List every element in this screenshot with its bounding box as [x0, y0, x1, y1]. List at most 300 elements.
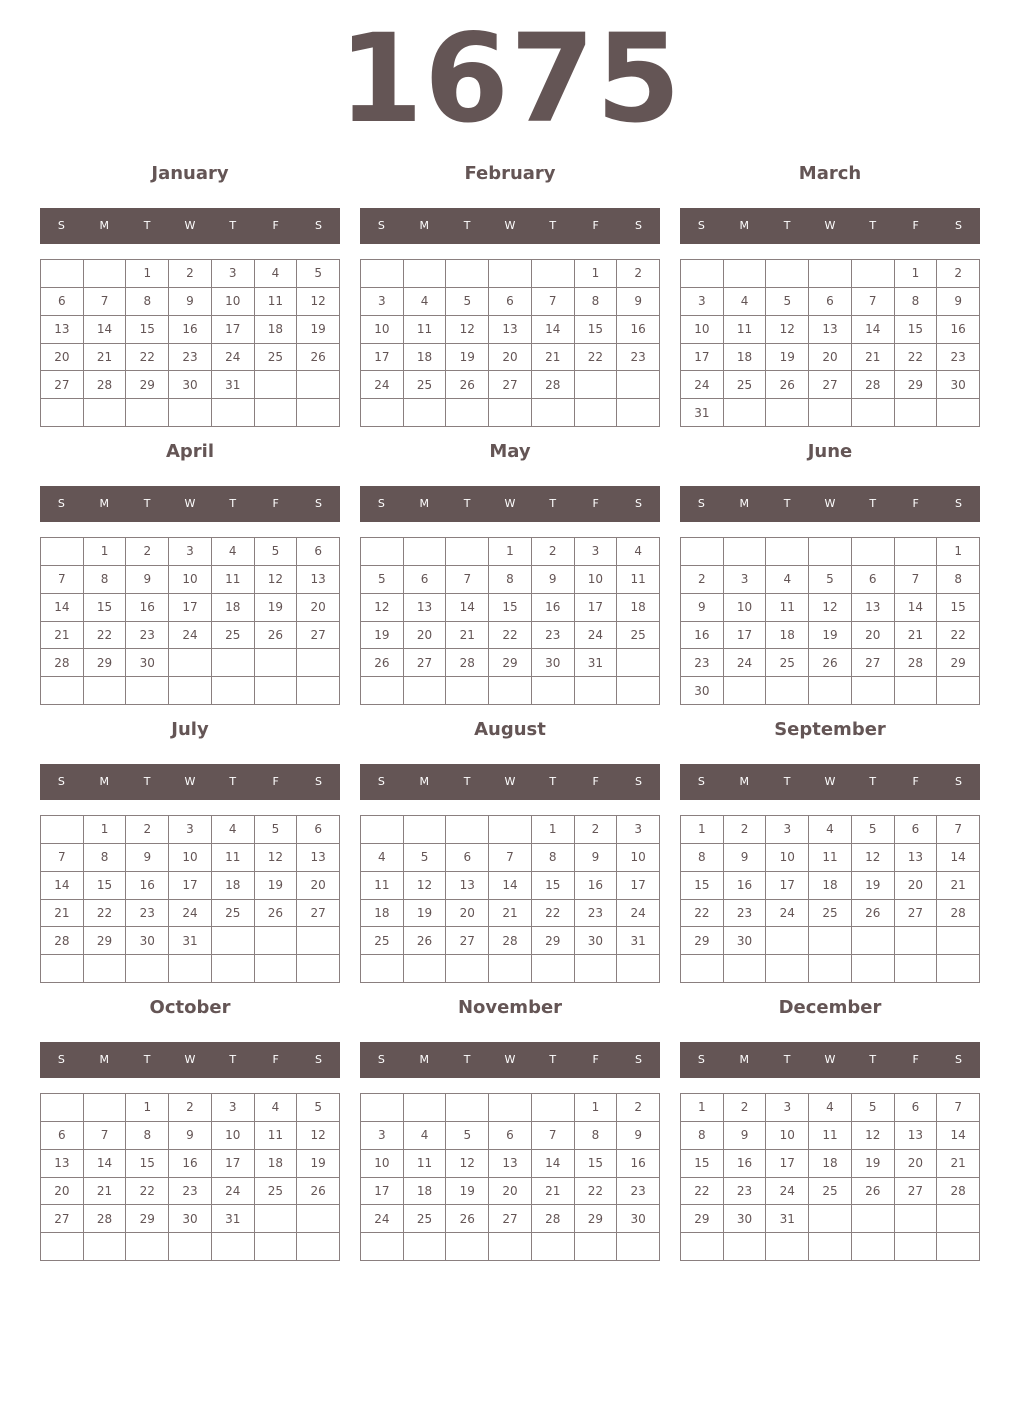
day-cell: 4: [255, 1094, 298, 1122]
empty-cell: [852, 260, 895, 288]
empty-cell: [255, 677, 298, 705]
day-cell: 27: [895, 900, 938, 928]
empty-cell: [575, 399, 618, 427]
empty-cell: [361, 955, 404, 983]
weekday-label: S: [954, 497, 962, 510]
day-cell: 6: [895, 816, 938, 844]
weekday-header: [360, 764, 660, 800]
day-cell: 6: [41, 1122, 84, 1150]
empty-cell: [766, 927, 809, 955]
day-cell: 13: [895, 1122, 938, 1150]
day-cell: 18: [724, 344, 767, 372]
day-cell: 27: [852, 649, 895, 677]
day-cell: 18: [212, 594, 255, 622]
empty-cell: [255, 1205, 298, 1233]
day-cell: 8: [895, 288, 938, 316]
weekday-label: T: [549, 1053, 557, 1066]
day-cell: 20: [852, 622, 895, 650]
day-cell: 29: [681, 927, 724, 955]
empty-cell: [489, 1094, 532, 1122]
empty-cell: [41, 260, 84, 288]
day-cell: 12: [255, 844, 298, 872]
day-cell: 1: [126, 260, 169, 288]
day-cell: 12: [361, 594, 404, 622]
empty-cell: [297, 677, 340, 705]
day-cell: 2: [126, 816, 169, 844]
day-cell: 15: [489, 594, 532, 622]
empty-cell: [446, 1094, 489, 1122]
weekday-label: T: [869, 1053, 877, 1066]
day-cell: 10: [212, 1122, 255, 1150]
day-cell: 25: [404, 1205, 447, 1233]
empty-cell: [212, 399, 255, 427]
empty-cell: [617, 649, 660, 677]
day-cell: 4: [809, 816, 852, 844]
day-cell: 10: [575, 566, 618, 594]
day-cell: 9: [617, 1122, 660, 1150]
day-cell: 16: [617, 1150, 660, 1178]
empty-cell: [489, 260, 532, 288]
empty-cell: [852, 677, 895, 705]
weekday-label: S: [697, 775, 705, 788]
empty-cell: [617, 399, 660, 427]
day-cell: 31: [169, 927, 212, 955]
weekday-label: S: [57, 219, 65, 232]
day-cell: 20: [446, 900, 489, 928]
weekday-label: S: [954, 775, 962, 788]
weekday-label: W: [824, 219, 836, 232]
day-cell: 21: [84, 344, 127, 372]
weekday-label: F: [592, 219, 599, 232]
empty-cell: [852, 538, 895, 566]
month-name: June: [807, 441, 853, 462]
empty-cell: [766, 677, 809, 705]
day-cell: 23: [617, 1178, 660, 1206]
day-cell: 16: [617, 316, 660, 344]
day-cell: 2: [681, 566, 724, 594]
day-cell: 24: [361, 371, 404, 399]
day-cell: 22: [532, 900, 575, 928]
day-cell: 27: [41, 1205, 84, 1233]
weekday-label: S: [634, 1053, 642, 1066]
day-cell: 13: [41, 316, 84, 344]
day-cell: 3: [617, 816, 660, 844]
empty-cell: [681, 1233, 724, 1261]
day-cell: 29: [937, 649, 980, 677]
day-cell: 24: [617, 900, 660, 928]
day-cell: 2: [169, 1094, 212, 1122]
day-cell: 15: [126, 316, 169, 344]
weekday-label: T: [463, 1053, 471, 1066]
empty-cell: [404, 1233, 447, 1261]
day-cell: 26: [255, 622, 298, 650]
empty-cell: [575, 955, 618, 983]
day-cell: 11: [809, 844, 852, 872]
weekday-label: W: [824, 1053, 836, 1066]
empty-cell: [766, 955, 809, 983]
day-cell: 30: [724, 1205, 767, 1233]
day-cell: 20: [297, 594, 340, 622]
empty-cell: [766, 538, 809, 566]
empty-cell: [41, 1094, 84, 1122]
day-cell: 9: [724, 1122, 767, 1150]
day-cell: 15: [84, 872, 127, 900]
empty-cell: [532, 1233, 575, 1261]
empty-cell: [404, 1094, 447, 1122]
day-cell: 4: [724, 288, 767, 316]
day-cell: 25: [212, 622, 255, 650]
weekday-label: S: [57, 1053, 65, 1066]
empty-cell: [937, 399, 980, 427]
day-cell: 26: [446, 371, 489, 399]
weekday-label: M: [739, 775, 750, 788]
month-name: December: [778, 997, 882, 1018]
day-cell: 12: [297, 1122, 340, 1150]
day-cell: 25: [255, 1178, 298, 1206]
empty-cell: [404, 677, 447, 705]
day-cell: 11: [809, 1122, 852, 1150]
day-cell: 19: [255, 872, 298, 900]
day-cell: 8: [681, 844, 724, 872]
day-cell: 11: [212, 566, 255, 594]
day-cell: 2: [937, 260, 980, 288]
weekday-label: T: [783, 1053, 791, 1066]
day-cell: 6: [41, 288, 84, 316]
empty-cell: [361, 538, 404, 566]
day-cell: 27: [809, 371, 852, 399]
day-cell: 1: [84, 538, 127, 566]
empty-cell: [895, 399, 938, 427]
day-grid: [680, 815, 980, 983]
day-cell: 30: [937, 371, 980, 399]
month-november: [360, 996, 660, 1256]
empty-cell: [404, 260, 447, 288]
day-cell: 18: [404, 1178, 447, 1206]
day-cell: 14: [852, 316, 895, 344]
day-cell: 27: [297, 900, 340, 928]
empty-cell: [809, 399, 852, 427]
day-cell: 11: [361, 872, 404, 900]
day-cell: 12: [852, 1122, 895, 1150]
day-cell: 30: [681, 677, 724, 705]
empty-cell: [895, 1205, 938, 1233]
day-cell: 17: [575, 594, 618, 622]
day-cell: 20: [41, 1178, 84, 1206]
month-name: May: [489, 441, 531, 462]
day-cell: 18: [212, 872, 255, 900]
weekday-label: S: [314, 1053, 322, 1066]
day-cell: 10: [169, 566, 212, 594]
day-cell: 15: [681, 1150, 724, 1178]
day-cell: 15: [532, 872, 575, 900]
day-cell: 10: [169, 844, 212, 872]
day-cell: 2: [724, 1094, 767, 1122]
day-cell: 21: [895, 622, 938, 650]
day-cell: 21: [532, 1178, 575, 1206]
day-cell: 4: [766, 566, 809, 594]
month-name: September: [774, 719, 886, 740]
empty-cell: [852, 1233, 895, 1261]
day-cell: 3: [681, 288, 724, 316]
day-cell: 12: [852, 844, 895, 872]
day-cell: 29: [532, 927, 575, 955]
day-cell: 21: [84, 1178, 127, 1206]
month-name: November: [457, 997, 563, 1018]
weekday-header: [680, 486, 980, 522]
empty-cell: [766, 399, 809, 427]
day-cell: 29: [681, 1205, 724, 1233]
day-cell: 27: [895, 1178, 938, 1206]
empty-cell: [446, 677, 489, 705]
day-cell: 12: [766, 316, 809, 344]
day-grid: [40, 259, 340, 427]
day-cell: 6: [809, 288, 852, 316]
day-cell: 8: [575, 288, 618, 316]
day-cell: 25: [724, 371, 767, 399]
day-cell: 8: [937, 566, 980, 594]
day-cell: 9: [126, 844, 169, 872]
day-cell: 30: [169, 1205, 212, 1233]
day-cell: 14: [532, 1150, 575, 1178]
empty-cell: [809, 538, 852, 566]
day-grid: [360, 259, 660, 427]
day-cell: 1: [937, 538, 980, 566]
empty-cell: [724, 538, 767, 566]
empty-cell: [169, 677, 212, 705]
day-cell: 9: [532, 566, 575, 594]
day-cell: 13: [895, 844, 938, 872]
day-cell: 15: [895, 316, 938, 344]
day-cell: 10: [212, 288, 255, 316]
day-cell: 14: [532, 316, 575, 344]
empty-cell: [937, 1233, 980, 1261]
empty-cell: [297, 649, 340, 677]
weekday-label: T: [463, 497, 471, 510]
day-cell: 20: [809, 344, 852, 372]
empty-cell: [41, 399, 84, 427]
empty-cell: [809, 955, 852, 983]
day-cell: 19: [446, 1178, 489, 1206]
empty-cell: [617, 371, 660, 399]
day-cell: 14: [446, 594, 489, 622]
day-cell: 29: [84, 927, 127, 955]
empty-cell: [681, 955, 724, 983]
weekday-label: S: [377, 219, 385, 232]
empty-cell: [809, 1205, 852, 1233]
weekday-label: T: [229, 1053, 237, 1066]
day-cell: 28: [446, 649, 489, 677]
empty-cell: [617, 955, 660, 983]
weekday-label: T: [229, 497, 237, 510]
day-cell: 16: [169, 316, 212, 344]
day-cell: 5: [446, 1122, 489, 1150]
day-cell: 29: [126, 1205, 169, 1233]
day-cell: 15: [575, 316, 618, 344]
empty-cell: [766, 1233, 809, 1261]
weekday-label: S: [57, 775, 65, 788]
empty-cell: [297, 927, 340, 955]
day-cell: 21: [489, 900, 532, 928]
month-name: January: [151, 163, 229, 184]
day-cell: 28: [937, 900, 980, 928]
day-cell: 18: [361, 900, 404, 928]
day-cell: 5: [361, 566, 404, 594]
day-cell: 7: [489, 844, 532, 872]
day-cell: 9: [681, 594, 724, 622]
weekday-label: T: [143, 1053, 151, 1066]
day-cell: 2: [575, 816, 618, 844]
empty-cell: [446, 399, 489, 427]
weekday-label: S: [57, 497, 65, 510]
empty-cell: [297, 371, 340, 399]
empty-cell: [212, 677, 255, 705]
day-cell: 12: [446, 316, 489, 344]
day-cell: 12: [404, 872, 447, 900]
weekday-label: S: [634, 219, 642, 232]
day-cell: 3: [724, 566, 767, 594]
month-name: August: [474, 719, 546, 740]
day-cell: 26: [446, 1205, 489, 1233]
day-cell: 16: [724, 1150, 767, 1178]
day-cell: 8: [84, 844, 127, 872]
weekday-header: [680, 764, 980, 800]
weekday-label: T: [869, 219, 877, 232]
day-cell: 12: [446, 1150, 489, 1178]
day-cell: 21: [446, 622, 489, 650]
day-cell: 30: [575, 927, 618, 955]
day-cell: 19: [297, 1150, 340, 1178]
weekday-label: F: [272, 497, 279, 510]
day-cell: 19: [852, 872, 895, 900]
empty-cell: [255, 955, 298, 983]
weekday-label: T: [783, 497, 791, 510]
day-cell: 1: [575, 1094, 618, 1122]
empty-cell: [255, 371, 298, 399]
day-cell: 26: [297, 1178, 340, 1206]
day-cell: 8: [575, 1122, 618, 1150]
day-grid: [360, 537, 660, 705]
day-cell: 4: [212, 816, 255, 844]
day-cell: 25: [255, 344, 298, 372]
day-cell: 15: [681, 872, 724, 900]
day-cell: 23: [937, 344, 980, 372]
day-cell: 24: [361, 1205, 404, 1233]
day-cell: 22: [681, 900, 724, 928]
empty-cell: [297, 399, 340, 427]
day-cell: 10: [617, 844, 660, 872]
empty-cell: [126, 677, 169, 705]
day-cell: 20: [489, 344, 532, 372]
weekday-label: T: [143, 497, 151, 510]
day-cell: 27: [297, 622, 340, 650]
weekday-header: [40, 764, 340, 800]
empty-cell: [617, 677, 660, 705]
weekday-label: F: [912, 497, 919, 510]
day-cell: 22: [126, 1178, 169, 1206]
empty-cell: [575, 677, 618, 705]
empty-cell: [84, 1233, 127, 1261]
month-october: [40, 996, 340, 1256]
day-cell: 8: [532, 844, 575, 872]
day-cell: 2: [532, 538, 575, 566]
day-cell: 7: [41, 566, 84, 594]
day-cell: 23: [575, 900, 618, 928]
weekday-label: F: [592, 1053, 599, 1066]
day-cell: 4: [404, 1122, 447, 1150]
day-cell: 17: [766, 1150, 809, 1178]
empty-cell: [937, 677, 980, 705]
day-cell: 15: [575, 1150, 618, 1178]
day-cell: 17: [617, 872, 660, 900]
empty-cell: [404, 816, 447, 844]
empty-cell: [852, 1205, 895, 1233]
day-cell: 11: [617, 566, 660, 594]
day-cell: 22: [84, 622, 127, 650]
empty-cell: [852, 927, 895, 955]
weekday-label: M: [99, 775, 110, 788]
empty-cell: [212, 1233, 255, 1261]
empty-cell: [446, 955, 489, 983]
empty-cell: [724, 677, 767, 705]
day-cell: 26: [852, 1178, 895, 1206]
day-cell: 1: [681, 816, 724, 844]
day-cell: 1: [681, 1094, 724, 1122]
empty-cell: [852, 399, 895, 427]
weekday-label: F: [272, 219, 279, 232]
day-cell: 14: [489, 872, 532, 900]
day-cell: 9: [169, 288, 212, 316]
empty-cell: [724, 260, 767, 288]
day-cell: 2: [724, 816, 767, 844]
day-cell: 1: [84, 816, 127, 844]
day-cell: 26: [297, 344, 340, 372]
empty-cell: [489, 399, 532, 427]
weekday-header: [360, 486, 660, 522]
day-cell: 3: [361, 288, 404, 316]
day-cell: 18: [255, 1150, 298, 1178]
empty-cell: [84, 260, 127, 288]
day-cell: 16: [575, 872, 618, 900]
weekday-header: [360, 1042, 660, 1078]
day-cell: 12: [255, 566, 298, 594]
day-cell: 11: [724, 316, 767, 344]
day-cell: 24: [169, 900, 212, 928]
day-cell: 7: [84, 1122, 127, 1150]
day-cell: 14: [84, 316, 127, 344]
day-cell: 4: [404, 288, 447, 316]
day-cell: 5: [852, 816, 895, 844]
day-cell: 10: [766, 844, 809, 872]
day-cell: 3: [169, 538, 212, 566]
weekday-label: S: [377, 775, 385, 788]
day-cell: 15: [937, 594, 980, 622]
day-cell: 31: [766, 1205, 809, 1233]
empty-cell: [126, 399, 169, 427]
weekday-label: W: [504, 497, 516, 510]
day-cell: 22: [126, 344, 169, 372]
day-cell: 25: [766, 649, 809, 677]
day-cell: 25: [617, 622, 660, 650]
day-cell: 2: [169, 260, 212, 288]
empty-cell: [446, 260, 489, 288]
empty-cell: [361, 816, 404, 844]
day-cell: 1: [126, 1094, 169, 1122]
empty-cell: [937, 1205, 980, 1233]
day-cell: 27: [446, 927, 489, 955]
empty-cell: [446, 1233, 489, 1261]
day-cell: 10: [681, 316, 724, 344]
month-february: [360, 162, 660, 422]
